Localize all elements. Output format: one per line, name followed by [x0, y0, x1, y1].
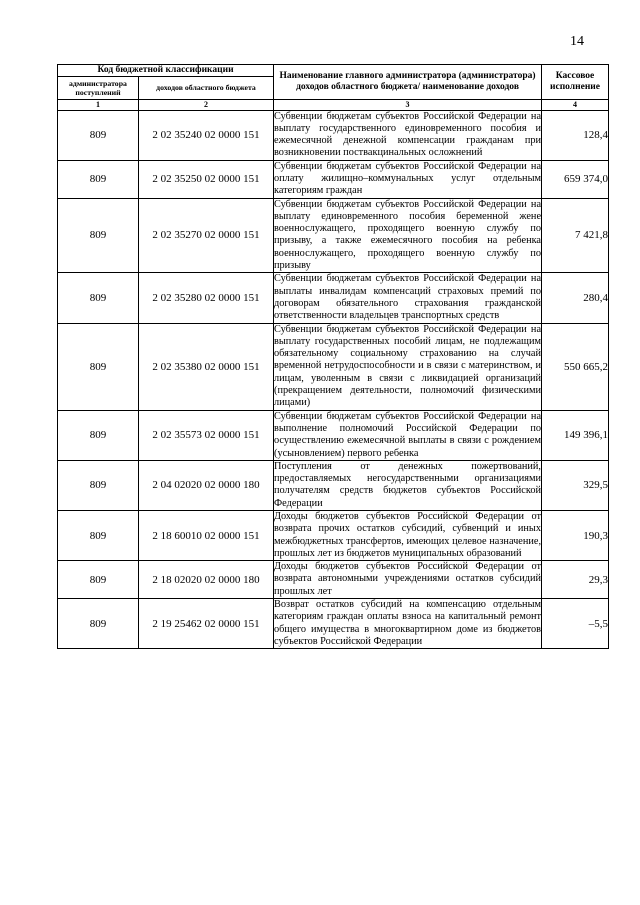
amount-cell: 190,3 — [542, 511, 609, 561]
page-number: 14 — [570, 34, 584, 49]
header-income-code: доходов областного бюджета — [139, 76, 274, 99]
admin-code-cell: 809 — [58, 198, 139, 273]
table-row — [58, 511, 609, 561]
admin-code-cell: 809 — [58, 323, 139, 410]
income-code-cell: 2 02 35280 02 0000 151 — [139, 273, 274, 323]
income-name-cell: Субвенции бюджетам субъектов Российской Федерации на выплату единовременного пособия беременной жене военнослужащего, проходящего военную службу по призыву, а также ежемесячного пособия на ребенка военнослужащего, проходящего военную службу по призыву — [274, 198, 542, 272]
income-name-cell: Субвенции бюджетам субъектов Российской Федерации на выплату государственных пособий лицам, не подлежащим обязательному социальному страхованию на случай временной нетрудоспособности и в связи с материнством, и лицам, уволенным в связи с ликвидацией организаций (прекращением деятельности, полномочий физическими лицами) — [274, 323, 542, 409]
income-code-cell: 2 02 35573 02 0000 151 — [139, 410, 274, 460]
income-code-cell: 2 04 02020 02 0000 180 — [139, 460, 274, 510]
admin-code-cell: 809 — [58, 410, 139, 460]
income-name-cell: Субвенции бюджетам субъектов Российской Федерации на оплату жилищно–коммунальных услуг отдельным категориям граждан — [274, 160, 542, 197]
admin-code-cell: 809 — [58, 273, 139, 323]
admin-code-cell: 809 — [58, 460, 139, 510]
income-code-cell: 2 18 02020 02 0000 180 — [139, 561, 274, 599]
column-number-4: 4 — [542, 99, 609, 110]
income-name-cell: Доходы бюджетов субъектов Российской Федерации от возврата прочих остатков субсидий, субвенций и иных межбюджетных трансфертов, имеющих целевое назначение, прошлых лет из бюджетов муниципальных образований — [274, 511, 542, 559]
header-admin: администратора поступлений — [58, 76, 139, 99]
revenue-table — [57, 64, 609, 649]
table-row — [58, 160, 609, 198]
table-row — [58, 110, 609, 160]
income-code-cell: 2 02 35240 02 0000 151 — [139, 110, 274, 160]
income-name-cell: Возврат остатков субсидий на компенсацию отдельным категориям граждан оплаты взноса на капитальный ремонт общего имущества в многоквартирном доме из бюджетов субъектов Российской Федерации — [274, 599, 542, 647]
amount-cell: 550 665,2 — [542, 323, 609, 410]
income-code-cell: 2 02 35380 02 0000 151 — [139, 323, 274, 410]
income-name-cell: Субвенции бюджетам субъектов Российской Федерации на выплаты инвалидам компенсаций страховых премий по договорам обязательного страхования гражданской ответственности владельцев транспортных средств — [274, 273, 542, 322]
table-row — [58, 273, 609, 323]
column-number-3: 3 — [274, 99, 542, 110]
table-row — [58, 460, 609, 510]
admin-code-cell: 809 — [58, 561, 139, 599]
admin-code-cell: 809 — [58, 110, 139, 160]
amount-cell: 329,5 — [542, 460, 609, 510]
table-row — [58, 410, 609, 460]
table-row — [58, 323, 609, 410]
admin-code-cell: 809 — [58, 599, 139, 649]
income-code-cell: 2 02 35250 02 0000 151 — [139, 160, 274, 198]
table-body — [58, 110, 609, 649]
header-amount: Кассовое исполнение — [542, 65, 609, 100]
income-name-cell: Субвенции бюджетам субъектов Российской Федерации на выполнение полномочий Российской Федерации по осуществлению ежемесячной выплаты в связи с рождением (усыновлением) первого ребенка — [274, 410, 542, 459]
column-number-2: 2 — [139, 99, 274, 110]
income-code-cell: 2 02 35270 02 0000 151 — [139, 198, 274, 273]
amount-cell: 280,4 — [542, 273, 609, 323]
amount-cell: 128,4 — [542, 110, 609, 160]
header-budget-classification-code: Код бюджетной классификации — [58, 65, 274, 77]
amount-cell: 659 374,0 — [542, 160, 609, 198]
income-name-cell: Доходы бюджетов субъектов Российской Федерации от возврата автономными учреждениями остатков субсидий прошлых лет — [274, 561, 542, 597]
table-row — [58, 599, 609, 649]
admin-code-cell: 809 — [58, 160, 139, 198]
amount-cell: –5,5 — [542, 599, 609, 649]
amount-cell: 149 396,1 — [542, 410, 609, 460]
amount-cell: 7 421,8 — [542, 198, 609, 273]
table-row — [58, 561, 609, 599]
income-code-cell: 2 18 60010 02 0000 151 — [139, 511, 274, 561]
amount-cell: 29,3 — [542, 561, 609, 599]
column-number-1: 1 — [58, 99, 139, 110]
income-name-cell: Поступления от денежных пожертвований, предоставляемых негосударственными организациями получателям средств бюджетов субъектов Российской Федерации — [274, 460, 542, 509]
income-code-cell: 2 19 25462 02 0000 151 — [139, 599, 274, 649]
income-name-cell: Субвенции бюджетам субъектов Российской Федерации на выплату государственного единовременного пособия и ежемесячной денежной компенсации гражданам при возникновении поствакцинальных осложнений — [274, 110, 542, 159]
admin-code-cell: 809 — [58, 511, 139, 561]
header-name: Наименование главного администратора (администратора) доходов областного бюджета/ наименование доходов — [274, 65, 542, 100]
table-row — [58, 198, 609, 273]
